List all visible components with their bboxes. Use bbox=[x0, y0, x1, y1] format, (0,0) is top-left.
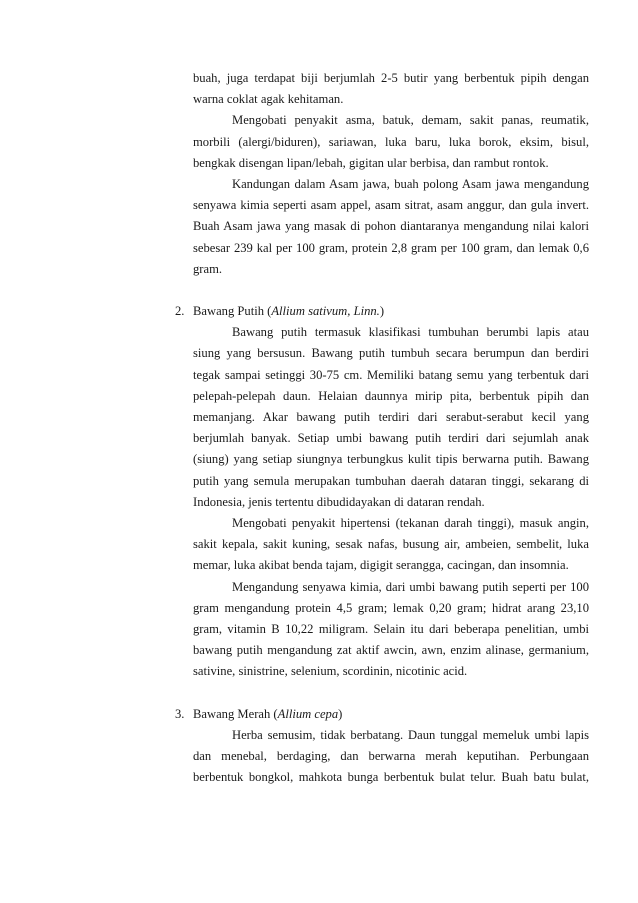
bp-desc-line-7: (siung) yang setiap siungnya terbungkus kulit tipis berwarna putih. Bawang bbox=[193, 452, 589, 467]
asam-kandungan-line-1: Kandungan dalam Asam jawa, buah polong Asam jawa mengandung bbox=[232, 177, 589, 191]
bp-desc-line-3: tegak sampai setinggi 30-75 cm. Memiliki batang semu yang terbentuk dari bbox=[193, 367, 589, 382]
section-title-close: ) bbox=[379, 304, 385, 318]
bp-desc-line-1: Bawang putih termasuk klasifikasi tumbuhan berumbi lapis atau bbox=[232, 325, 589, 340]
bp-desc-line-9: Indonesia, jenis tertentu dibudidayakan di dataran rendah. bbox=[193, 494, 485, 509]
bp-desc-line-4: pelepah-pelepah daun. Helaian daunnya mirip pita, berbentuk pipih dan bbox=[193, 388, 589, 403]
bm-desc-line-1: Herba semusim, tidak berbatang. Daun tunggal memeluk umbi lapis bbox=[232, 727, 589, 742]
bp-khasiat-line-3: memar, luka akibat benda tajam, digigit serangga, cacingan, dan insomnia. bbox=[193, 558, 569, 573]
bp-kandungan-line-5: sativine, sinistrine, selenium, scordinin, nicotinic acid. bbox=[193, 664, 468, 679]
bp-khasiat-line-1: Mengobati penyakit hipertensi (tekanan darah tinggi), masuk angin, bbox=[232, 516, 589, 530]
section-title: Bawang Merah ( bbox=[193, 706, 278, 721]
bp-kandungan-line-3: gram, vitamin B 10,22 miligram. Selain itu dari beberapa penelitian, umbi bbox=[193, 622, 589, 636]
bp-desc-line-6: berjumlah banyak. Setiap umbi bawang putih terdiri dari sejumlah anak bbox=[193, 431, 589, 446]
asam-kandungan-line-5: gram. bbox=[193, 261, 223, 276]
intro-line-2: warna coklat agak kehitaman. bbox=[193, 92, 344, 107]
bp-desc-line-8: putih yang semula merupakan tumbuhan daerah dataran tinggi, sekarang di bbox=[193, 473, 589, 488]
section-number: 2. bbox=[175, 304, 185, 318]
asam-kandungan-line-4: sebesar 239 kal per 100 gram, protein 2,8 gram per 100 gram, dan lemak 0,6 bbox=[193, 240, 589, 255]
intro-line-1: buah, juga terdapat biji berjumlah 2-5 butir yang berbentuk pipih dengan bbox=[193, 71, 589, 85]
asam-khasiat-line-3: bengkak disengan lipan/lebah, gigitan ular berbisa, dan rambut rontok. bbox=[193, 155, 549, 170]
asam-khasiat-line-1: Mengobati penyakit asma, batuk, demam, sakit panas, reumatik, bbox=[232, 113, 589, 128]
section-title: Bawang Putih ( bbox=[193, 304, 272, 318]
bp-khasiat-line-2: sakit kepala, sakit kuning, sesak nafas, busung air, ambeien, sembelit, luka bbox=[193, 537, 589, 552]
bm-desc-line-2: dan menebal, berdaging, dan berwarna merah keputihan. Perbungaan bbox=[193, 749, 589, 763]
bp-desc-line-5: memanjang. Akar bawang putih terdiri dari serabut-serabut kecil yang bbox=[193, 410, 589, 424]
section-heading-bawang-merah bbox=[175, 706, 595, 722]
asam-kandungan-line-3: Buah Asam jawa yang masak di pohon diantaranya mengandung nilai kalori bbox=[193, 219, 589, 234]
asam-khasiat-line-2: morbili (alergi/biduren), sariawan, luka baru, luka borok, eksim, bisul, bbox=[193, 134, 589, 149]
section-latin-name: Allium cepa bbox=[277, 706, 339, 721]
bp-kandungan-line-4: bawang putih mengandung zat aktif awcin, awn, enzim alinase, germanium, bbox=[193, 643, 589, 658]
section-number: 3. bbox=[175, 706, 185, 721]
bm-desc-line-3: berbentuk bongkol, mahkota bunga berbentuk bulat telur. Buah batu bulat, bbox=[193, 770, 589, 785]
section-title-close: ) bbox=[338, 706, 343, 721]
bp-kandungan-line-2: gram mengandung protein 4,5 gram; lemak 0,20 gram; hidrat arang 23,10 bbox=[193, 600, 589, 615]
section-heading-bawang-putih bbox=[175, 303, 595, 319]
section-latin-name: Allium sativum, Linn. bbox=[271, 304, 380, 318]
bp-kandungan-line-1: Mengandung senyawa kimia, dari umbi bawang putih seperti per 100 bbox=[232, 579, 589, 594]
asam-kandungan-line-2: senyawa kimia seperti asam appel, asam sitrat, asam anggur, dan gula invert. bbox=[193, 198, 589, 213]
bp-desc-line-2: siung yang bersusun. Bawang putih tumbuh secara berumpun dan berdiri bbox=[193, 346, 589, 361]
